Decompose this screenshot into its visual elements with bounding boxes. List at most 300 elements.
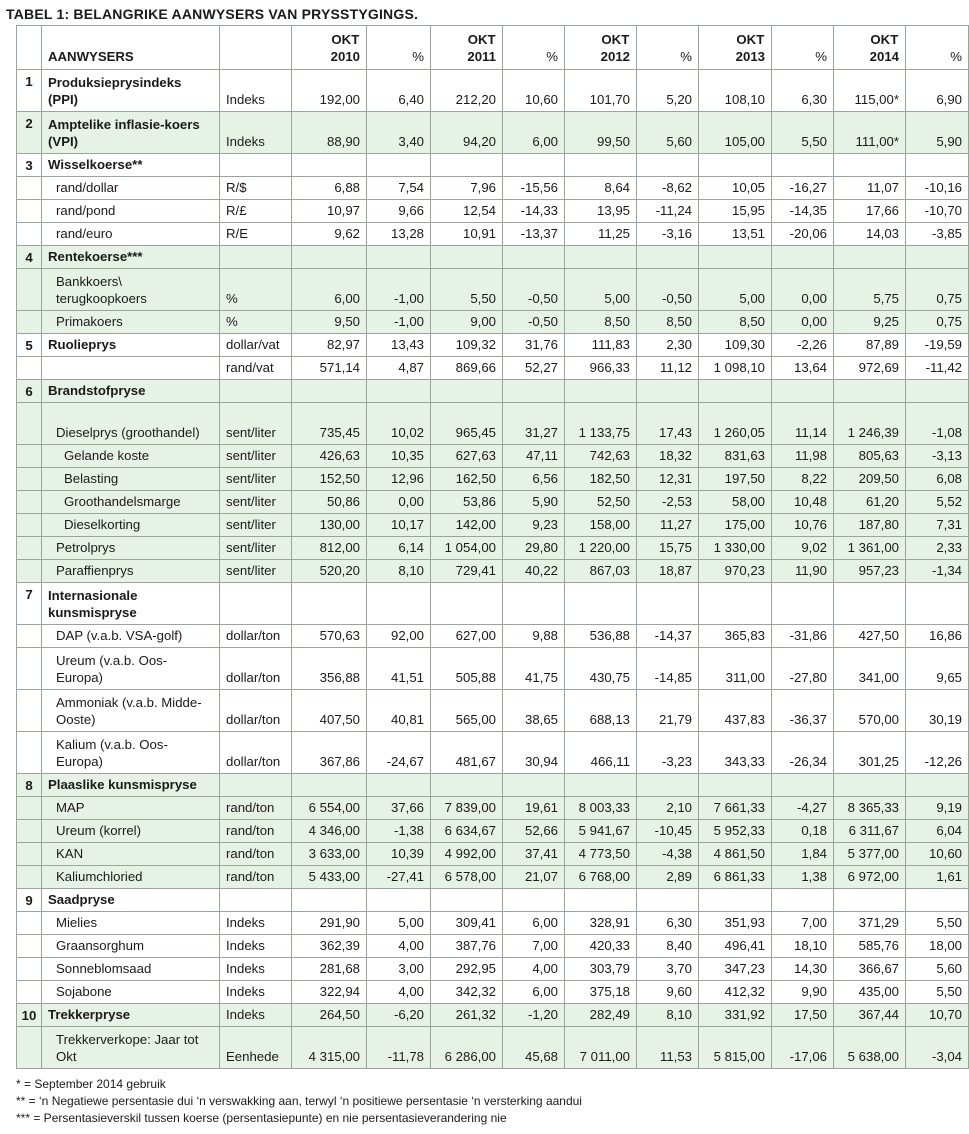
percent-cell: 5,90 <box>906 112 969 154</box>
row-label: Dieselprys (groothandel) <box>42 403 220 445</box>
value-cell: 365,83 <box>699 625 772 648</box>
percent-cell: 8,10 <box>637 1004 699 1027</box>
value-cell: 13,51 <box>699 223 772 246</box>
row-label: Kaliumchloried <box>42 866 220 889</box>
row-label: Ureum (v.a.b. Oos-Europa) <box>42 648 220 690</box>
table-row <box>17 200 969 223</box>
percent-cell <box>637 889 699 912</box>
percent-cell <box>503 380 565 403</box>
value-cell: 496,41 <box>699 935 772 958</box>
percent-cell: 8,10 <box>367 560 431 583</box>
value-cell: 688,13 <box>565 690 637 732</box>
row-number: 10 <box>17 1004 42 1027</box>
percent-cell: -27,80 <box>772 648 834 690</box>
row-label: Gelande koste <box>42 445 220 468</box>
percent-cell: 40,22 <box>503 560 565 583</box>
row-label <box>42 357 220 380</box>
percent-cell: -11,24 <box>637 200 699 223</box>
value-cell: 108,10 <box>699 70 772 112</box>
table-row <box>17 403 969 445</box>
row-number <box>17 560 42 583</box>
percent-cell: 11,12 <box>637 357 699 380</box>
percent-cell: -3,04 <box>906 1027 969 1069</box>
row-label: Plaaslike kunsmispryse <box>42 774 220 797</box>
percent-cell: 4,00 <box>503 958 565 981</box>
value-cell: 111,83 <box>565 334 637 357</box>
row-unit: % <box>220 269 292 311</box>
percent-cell: -16,27 <box>772 177 834 200</box>
percent-cell: -0,50 <box>503 269 565 311</box>
value-cell: 5,00 <box>565 269 637 311</box>
value-cell: 152,50 <box>292 468 367 491</box>
percent-cell <box>772 583 834 625</box>
value-cell <box>431 154 503 177</box>
value-cell: 5 377,00 <box>834 843 906 866</box>
percent-cell: 0,18 <box>772 820 834 843</box>
value-cell: 162,50 <box>431 468 503 491</box>
header-pct-2010: % <box>367 26 431 70</box>
value-cell: 197,50 <box>699 468 772 491</box>
percent-cell: 0,75 <box>906 269 969 311</box>
value-cell: 1 330,00 <box>699 537 772 560</box>
percent-cell: 9,60 <box>637 981 699 1004</box>
row-number <box>17 958 42 981</box>
value-cell: 729,41 <box>431 560 503 583</box>
header-okt-2010 <box>292 26 367 70</box>
percent-cell: 6,04 <box>906 820 969 843</box>
value-cell: 87,89 <box>834 334 906 357</box>
percent-cell: -36,37 <box>772 690 834 732</box>
percent-cell: 6,40 <box>367 70 431 112</box>
value-cell <box>565 246 637 269</box>
header-okt-2012 <box>565 26 637 70</box>
value-cell: 627,00 <box>431 625 503 648</box>
value-cell <box>292 380 367 403</box>
percent-cell: 5,60 <box>906 958 969 981</box>
row-unit: sent/liter <box>220 468 292 491</box>
table-row <box>17 177 969 200</box>
table-row <box>17 866 969 889</box>
row-unit: Eenhede <box>220 1027 292 1069</box>
row-label: Produksieprysindeks (PPI) <box>42 70 220 112</box>
percent-cell: 9,23 <box>503 514 565 537</box>
percent-cell: 6,00 <box>503 981 565 1004</box>
percent-cell: -13,37 <box>503 223 565 246</box>
value-cell: 5 952,33 <box>699 820 772 843</box>
row-unit: R/$ <box>220 177 292 200</box>
percent-cell: -14,33 <box>503 200 565 223</box>
percent-cell: -14,35 <box>772 200 834 223</box>
row-number <box>17 223 42 246</box>
percent-cell: -6,20 <box>367 1004 431 1027</box>
percent-cell: 41,75 <box>503 648 565 690</box>
percent-cell: 10,60 <box>906 843 969 866</box>
percent-cell: 7,00 <box>503 935 565 958</box>
percent-cell: 4,00 <box>367 981 431 1004</box>
percent-cell: 30,94 <box>503 732 565 774</box>
percent-cell: 6,56 <box>503 468 565 491</box>
value-cell: 142,00 <box>431 514 503 537</box>
value-cell: 627,63 <box>431 445 503 468</box>
percent-cell: -12,26 <box>906 732 969 774</box>
table-row <box>17 935 969 958</box>
percent-cell <box>503 246 565 269</box>
value-cell: 175,00 <box>699 514 772 537</box>
percent-cell: 1,61 <box>906 866 969 889</box>
row-unit: dollar/ton <box>220 648 292 690</box>
value-cell: 264,50 <box>292 1004 367 1027</box>
percent-cell: -2,26 <box>772 334 834 357</box>
percent-cell: 6,90 <box>906 70 969 112</box>
percent-cell: 6,08 <box>906 468 969 491</box>
value-cell: 371,29 <box>834 912 906 935</box>
row-unit <box>220 583 292 625</box>
percent-cell: 8,22 <box>772 468 834 491</box>
value-cell <box>292 154 367 177</box>
row-label: Amptelike inflasie-koers (VPI) <box>42 112 220 154</box>
row-number <box>17 981 42 1004</box>
percent-cell: -14,37 <box>637 625 699 648</box>
value-cell: 4 861,50 <box>699 843 772 866</box>
percent-cell: 10,48 <box>772 491 834 514</box>
table-row <box>17 269 969 311</box>
row-unit: rand/ton <box>220 843 292 866</box>
value-cell: 1 133,75 <box>565 403 637 445</box>
footnotes <box>16 1076 582 1127</box>
percent-cell: 5,52 <box>906 491 969 514</box>
percent-cell: 31,76 <box>503 334 565 357</box>
percent-cell: -14,85 <box>637 648 699 690</box>
value-cell: 5,75 <box>834 269 906 311</box>
row-unit: rand/ton <box>220 797 292 820</box>
table-row <box>17 560 969 583</box>
value-cell <box>834 154 906 177</box>
percent-cell: -3,13 <box>906 445 969 468</box>
percent-cell: 38,65 <box>503 690 565 732</box>
percent-cell <box>772 154 834 177</box>
percent-cell <box>906 583 969 625</box>
value-cell <box>565 154 637 177</box>
row-unit: Indeks <box>220 958 292 981</box>
row-unit: sent/liter <box>220 403 292 445</box>
percent-cell: 5,50 <box>906 981 969 1004</box>
percent-cell: 15,75 <box>637 537 699 560</box>
row-number <box>17 1027 42 1069</box>
row-unit: rand/ton <box>220 866 292 889</box>
value-cell: 437,83 <box>699 690 772 732</box>
percent-cell: 16,86 <box>906 625 969 648</box>
percent-cell: 2,10 <box>637 797 699 820</box>
percent-cell: 3,70 <box>637 958 699 981</box>
percent-cell: 45,68 <box>503 1027 565 1069</box>
percent-cell <box>772 246 834 269</box>
value-cell: 585,76 <box>834 935 906 958</box>
percent-cell <box>906 889 969 912</box>
table-row <box>17 223 969 246</box>
row-label: Groothandelsmarge <box>42 491 220 514</box>
percent-cell: 0,00 <box>367 491 431 514</box>
percent-cell: 13,43 <box>367 334 431 357</box>
percent-cell: 7,54 <box>367 177 431 200</box>
percent-cell: -0,50 <box>503 311 565 334</box>
row-number <box>17 732 42 774</box>
percent-cell: 14,30 <box>772 958 834 981</box>
row-unit <box>220 380 292 403</box>
value-cell <box>699 380 772 403</box>
percent-cell: 11,90 <box>772 560 834 583</box>
row-number <box>17 468 42 491</box>
percent-cell: -1,38 <box>367 820 431 843</box>
value-cell: 282,49 <box>565 1004 637 1027</box>
percent-cell: 11,27 <box>637 514 699 537</box>
header-pct-2012: % <box>637 26 699 70</box>
percent-cell: 37,66 <box>367 797 431 820</box>
value-cell: 8,64 <box>565 177 637 200</box>
value-cell: 331,92 <box>699 1004 772 1027</box>
value-cell <box>699 889 772 912</box>
percent-cell: 5,50 <box>906 912 969 935</box>
row-number <box>17 269 42 311</box>
percent-cell: 6,00 <box>503 912 565 935</box>
table-row <box>17 797 969 820</box>
row-number <box>17 866 42 889</box>
value-cell: 9,00 <box>431 311 503 334</box>
percent-cell: 2,30 <box>637 334 699 357</box>
value-cell: 356,88 <box>292 648 367 690</box>
header-okt-2014 <box>834 26 906 70</box>
value-cell: 869,66 <box>431 357 503 380</box>
value-cell <box>565 889 637 912</box>
percent-cell: -20,06 <box>772 223 834 246</box>
header-okt-2014-text: OKT 2014 <box>869 32 899 64</box>
percent-cell: 1,84 <box>772 843 834 866</box>
value-cell: 12,54 <box>431 200 503 223</box>
percent-cell: 12,96 <box>367 468 431 491</box>
row-unit: dollar/ton <box>220 732 292 774</box>
row-label: KAN <box>42 843 220 866</box>
percent-cell <box>503 583 565 625</box>
value-cell: 970,23 <box>699 560 772 583</box>
value-cell: 105,00 <box>699 112 772 154</box>
percent-cell <box>367 380 431 403</box>
value-cell <box>565 774 637 797</box>
value-cell: 9,50 <box>292 311 367 334</box>
value-cell: 6 578,00 <box>431 866 503 889</box>
percent-cell: 30,19 <box>906 690 969 732</box>
row-number <box>17 843 42 866</box>
header-okt-2011-text: OKT 2011 <box>467 32 496 64</box>
percent-cell: -31,86 <box>772 625 834 648</box>
value-cell: 7 011,00 <box>565 1027 637 1069</box>
percent-cell: 10,35 <box>367 445 431 468</box>
row-unit: Indeks <box>220 912 292 935</box>
value-cell: 94,20 <box>431 112 503 154</box>
value-cell: 130,00 <box>292 514 367 537</box>
value-cell <box>699 774 772 797</box>
value-cell: 1 054,00 <box>431 537 503 560</box>
value-cell: 6 768,00 <box>565 866 637 889</box>
percent-cell: 5,60 <box>637 112 699 154</box>
value-cell: 427,50 <box>834 625 906 648</box>
percent-cell: -15,56 <box>503 177 565 200</box>
row-label: Ruolieprys <box>42 334 220 357</box>
row-number: 4 <box>17 246 42 269</box>
value-cell: 291,90 <box>292 912 367 935</box>
value-cell: 209,50 <box>834 468 906 491</box>
value-cell <box>565 380 637 403</box>
percent-cell: 18,87 <box>637 560 699 583</box>
table-row <box>17 958 969 981</box>
percent-cell <box>367 583 431 625</box>
value-cell: 735,45 <box>292 403 367 445</box>
value-cell: 570,00 <box>834 690 906 732</box>
percent-cell: 47,11 <box>503 445 565 468</box>
row-label: Belasting <box>42 468 220 491</box>
row-label: Petrolprys <box>42 537 220 560</box>
percent-cell <box>772 774 834 797</box>
value-cell: 867,03 <box>565 560 637 583</box>
percent-cell: -17,06 <box>772 1027 834 1069</box>
percent-cell: 7,00 <box>772 912 834 935</box>
table-row <box>17 820 969 843</box>
row-label: Wisselkoerse** <box>42 154 220 177</box>
percent-cell: 0,00 <box>772 311 834 334</box>
value-cell: 5 638,00 <box>834 1027 906 1069</box>
percent-cell: -1,20 <box>503 1004 565 1027</box>
percent-cell: 10,39 <box>367 843 431 866</box>
percent-cell: 92,00 <box>367 625 431 648</box>
percent-cell: 29,80 <box>503 537 565 560</box>
value-cell: 8,50 <box>565 311 637 334</box>
table-row <box>17 912 969 935</box>
value-cell: 9,62 <box>292 223 367 246</box>
value-cell: 99,50 <box>565 112 637 154</box>
value-cell <box>699 583 772 625</box>
value-cell: 812,00 <box>292 537 367 560</box>
value-cell: 292,95 <box>431 958 503 981</box>
percent-cell <box>906 774 969 797</box>
value-cell: 14,03 <box>834 223 906 246</box>
row-unit: Indeks <box>220 112 292 154</box>
percent-cell: 7,31 <box>906 514 969 537</box>
value-cell: 362,39 <box>292 935 367 958</box>
value-cell <box>292 583 367 625</box>
value-cell: 570,63 <box>292 625 367 648</box>
row-number: 1 <box>17 70 42 112</box>
value-cell: 88,90 <box>292 112 367 154</box>
row-number <box>17 648 42 690</box>
percent-cell: -24,67 <box>367 732 431 774</box>
value-cell: 375,18 <box>565 981 637 1004</box>
value-cell: 420,33 <box>565 935 637 958</box>
percent-cell <box>772 380 834 403</box>
percent-cell: 9,88 <box>503 625 565 648</box>
table-row <box>17 732 969 774</box>
table-row <box>17 112 969 154</box>
table-row <box>17 445 969 468</box>
table-row <box>17 537 969 560</box>
percent-cell: 9,02 <box>772 537 834 560</box>
row-number <box>17 537 42 560</box>
percent-cell: -1,08 <box>906 403 969 445</box>
row-unit: % <box>220 311 292 334</box>
table-body <box>17 70 969 1069</box>
value-cell: 366,67 <box>834 958 906 981</box>
value-cell <box>834 774 906 797</box>
value-cell: 412,32 <box>699 981 772 1004</box>
table-row <box>17 491 969 514</box>
percent-cell: 10,60 <box>503 70 565 112</box>
row-number <box>17 935 42 958</box>
value-cell <box>834 889 906 912</box>
row-label: Dieselkorting <box>42 514 220 537</box>
table-row <box>17 774 969 797</box>
value-cell: 109,30 <box>699 334 772 357</box>
percent-cell: 13,28 <box>367 223 431 246</box>
header-number-cell <box>17 26 42 70</box>
value-cell: 6 634,67 <box>431 820 503 843</box>
value-cell: 1 260,05 <box>699 403 772 445</box>
row-unit: dollar/ton <box>220 625 292 648</box>
row-number: 7 <box>17 583 42 625</box>
row-label: Paraffienprys <box>42 560 220 583</box>
value-cell: 347,23 <box>699 958 772 981</box>
value-cell: 9,25 <box>834 311 906 334</box>
percent-cell: -27,41 <box>367 866 431 889</box>
row-unit: dollar/ton <box>220 690 292 732</box>
percent-cell <box>367 889 431 912</box>
percent-cell: 3,40 <box>367 112 431 154</box>
value-cell <box>431 246 503 269</box>
table-row <box>17 514 969 537</box>
value-cell: 6 286,00 <box>431 1027 503 1069</box>
percent-cell: 9,66 <box>367 200 431 223</box>
percent-cell: 1,38 <box>772 866 834 889</box>
percent-cell: 5,20 <box>637 70 699 112</box>
row-label: Bankkoers\ terugkoopkoers <box>42 269 220 311</box>
percent-cell: 6,30 <box>637 912 699 935</box>
row-number: 9 <box>17 889 42 912</box>
row-unit <box>220 889 292 912</box>
row-unit: R/E <box>220 223 292 246</box>
value-cell: 342,32 <box>431 981 503 1004</box>
value-cell <box>834 583 906 625</box>
header-unit-cell <box>220 26 292 70</box>
table-row <box>17 1004 969 1027</box>
row-unit: sent/liter <box>220 514 292 537</box>
row-unit: R/£ <box>220 200 292 223</box>
header-pct-2013: % <box>772 26 834 70</box>
value-cell: 11,25 <box>565 223 637 246</box>
value-cell: 1 220,00 <box>565 537 637 560</box>
value-cell: 4 992,00 <box>431 843 503 866</box>
percent-cell <box>503 889 565 912</box>
percent-cell: 37,41 <box>503 843 565 866</box>
row-label: DAP (v.a.b. VSA-golf) <box>42 625 220 648</box>
value-cell: 435,00 <box>834 981 906 1004</box>
percent-cell <box>906 154 969 177</box>
percent-cell: 4,87 <box>367 357 431 380</box>
percent-cell: 9,19 <box>906 797 969 820</box>
value-cell: 430,75 <box>565 648 637 690</box>
value-cell: 520,20 <box>292 560 367 583</box>
percent-cell: 21,07 <box>503 866 565 889</box>
value-cell: 50,86 <box>292 491 367 514</box>
header-indicators: AANWYSERS <box>42 26 220 70</box>
value-cell <box>699 246 772 269</box>
value-cell: 571,14 <box>292 357 367 380</box>
header-pct-2011: % <box>503 26 565 70</box>
